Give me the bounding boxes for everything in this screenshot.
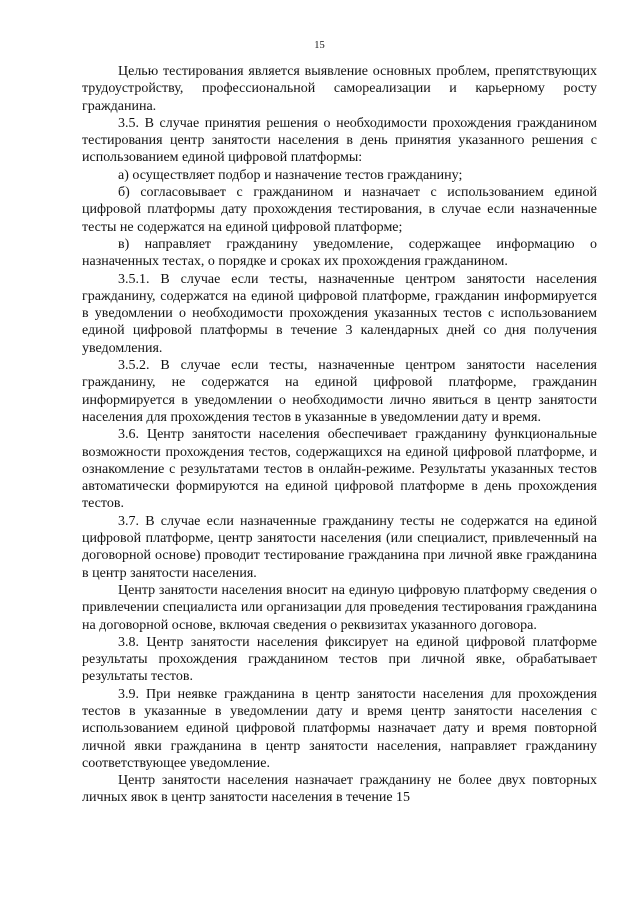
page-number: 15 bbox=[314, 40, 325, 51]
paragraph-3-6: 3.6. Центр занятости населения обеспечивает гражданину функциональные возможности прохождения тестов, содержащихся на единой цифровой платформе, и ознакомление с результатами тестов в онлайн-режиме. Результаты указанных тестов автоматически формируются на единой цифровой платформе в день прохождения тестов. bbox=[82, 427, 597, 512]
paragraph-3-8: 3.8. Центр занятости населения фиксирует на единой цифровой платформе результаты прохождения гражданином тестов при личной явке, обрабатывает результаты тестов. bbox=[82, 634, 597, 685]
paragraph-3-5-1: 3.5.1. В случае если тесты, назначенные центром занятости населения гражданину, содержатся на единой цифровой платформе, гражданин информируется в уведомлении о необходимости прохождения указанных тестов с использованием единой цифровой платформы в течение 3 календарных дней со дня получения уведомления. bbox=[82, 271, 597, 356]
paragraph-3-5-c: в) направляет гражданину уведомление, содержащее информацию о назначенных тестах, о порядке и сроках их прохождения гражданином. bbox=[82, 236, 597, 270]
paragraph-3-9: 3.9. При неявке гражданина в центр занятости населения для прохождения тестов в указанные в уведомлении дату и время центр занятости населения с использованием единой цифровой платформы назначает дату и время повторной личной явки гражданина в центр занятости населения, направляет гражданину соответствующее уведомление. bbox=[82, 686, 597, 771]
paragraph-testing-purpose: Целью тестирования является выявление основных проблем, препятствующих трудоустройству, профессиональной самореализации и карьерному росту гражданина. bbox=[82, 64, 597, 114]
paragraph-specialist-info: Центр занятости населения вносит на единую цифровую платформу сведения о привлечении специалиста или организации для проведения тестирования гражданина на договорной основе, включая сведения о реквизитах указанного договора. bbox=[82, 582, 597, 633]
paragraph-3-7: 3.7. В случае если назначенные гражданину тесты не содержатся на единой цифровой платформе, центр занятости населения (или специалист, привлеченный на договорной основе) проводит тестирование гражданина при личной явке гражданина в центр занятости населения. bbox=[82, 513, 597, 581]
paragraph-3-5-b: б) согласовывает с гражданином и назначает с использованием единой цифровой платформы дату прохождения тестирования, в случае если назначенные тесты не содержатся на единой цифровой платформе; bbox=[82, 185, 597, 235]
paragraph-3-5-a: а) осуществляет подбор и назначение тестов гражданину; bbox=[118, 167, 463, 183]
paragraph-repeat-visits: Центр занятости населения назначает гражданину не более двух повторных личных явок в центр занятости населения в течение 15 bbox=[82, 773, 597, 806]
document-body bbox=[82, 63, 597, 807]
paragraph-3-5: 3.5. В случае принятия решения о необходимости прохождения гражданином тестирования центр занятости населения в день принятия указанного решения с использованием единой цифровой платформы: bbox=[82, 115, 597, 166]
paragraph-3-5-2: 3.5.2. В случае если тесты, назначенные центром занятости населения гражданину, не содержатся на единой цифровой платформе, гражданин информируется в уведомлении о необходимости лично явиться в центр занятости населения для прохождения тестов в указанные в уведомлении дату и время. bbox=[82, 358, 597, 425]
